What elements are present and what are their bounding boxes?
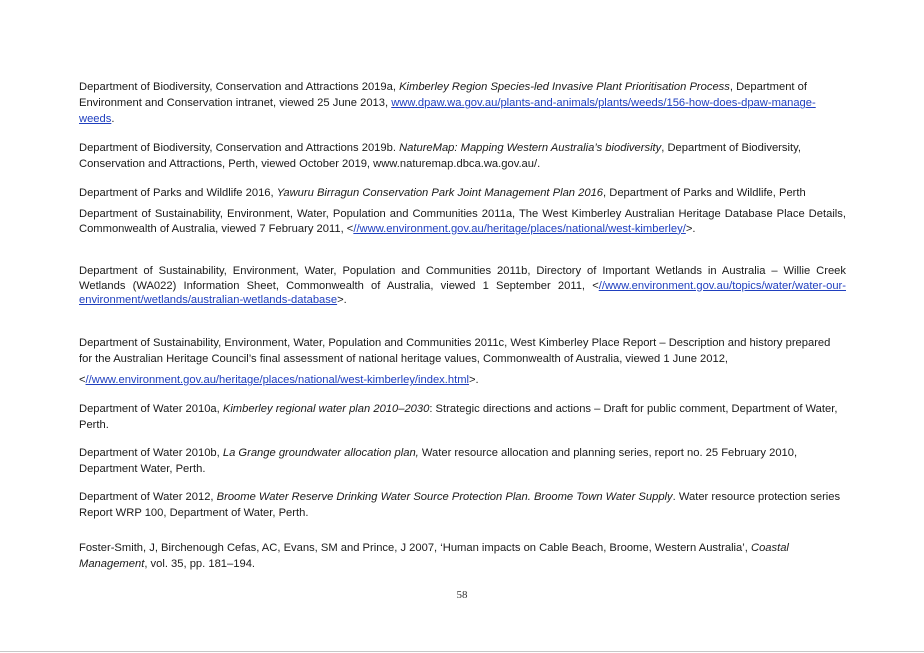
reference-dbca-2019b xyxy=(79,140,846,172)
reference-text: Foster-Smith, J, Birchenough Cefas, AC, Evans, SM and Prince, J 2007, ‘Human impacts on Cable Beach, Broome, Western Australia’, xyxy=(79,542,751,554)
reference-dsewpac-2011b xyxy=(79,264,846,308)
reference-text: < xyxy=(79,374,86,386)
reference-dow-2010a xyxy=(79,401,846,433)
reference-text: Department of Water 2012, xyxy=(79,491,217,503)
reference-foster-smith-2007 xyxy=(79,540,846,572)
reference-text: >. xyxy=(469,374,479,386)
reference-text: Water resource allocation and planning series, report no. 25 February 2010, Department Water, Perth. xyxy=(79,447,798,475)
reference-text: , Department of Parks and Wildlife, Perth xyxy=(603,187,806,199)
reference-title: La Grange groundwater allocation plan, xyxy=(222,447,419,459)
reference-text: Department of Biodiversity, Conservation and Attractions 2019b. xyxy=(79,142,400,154)
reference-text: . xyxy=(111,113,115,125)
reference-text: Department of Biodiversity, Conservation and Attractions 2019a, xyxy=(79,81,400,93)
reference-text: , Department of Biodiversity, Conservation and Attractions, Perth, viewed October 2019, www.naturemap.dbca.wa.gov.au/. xyxy=(79,142,801,170)
reference-dpaw-2016 xyxy=(79,185,846,201)
reference-link[interactable]: //www.environment.gov.au/topics/water/water-our-environment/wetlands/australian-wetlands-database xyxy=(79,279,846,306)
reference-text: Department of Sustainability, Environment, Water, Population and Communities 2011b, Directory of Important Wetlands in Australia – Willie Creek Wetlands (WA022) Information Sheet, Commonwealth of Australia, viewed 1 September 2011, < xyxy=(79,265,846,292)
reference-text: Department of Parks and Wildlife 2016, xyxy=(79,187,277,199)
reference-text: Department of Sustainability, Environment, Water, Population and Communities 2011a, The West Kimberley Australian Heritage Database Place Details, Commonwealth of Australia, viewed 7 February 2011, < xyxy=(79,208,846,235)
reference-text: >. xyxy=(685,222,696,235)
reference-text: . Water resource protection series Report WRP 100, Department of Water, Perth. xyxy=(79,491,841,519)
reference-dow-2012 xyxy=(79,489,846,521)
reference-text: : Strategic directions and actions – Draft for public comment, Department of Water, Perth. xyxy=(79,403,838,431)
page-edge-divider xyxy=(0,651,924,652)
reference-link[interactable]: www.dpaw.wa.gov.au/plants-and-animals/plants/weeds/156-how-does-dpaw-manage-weeds xyxy=(79,97,816,125)
reference-text: , Department of Environment and Conservation intranet, viewed 25 June 2013, xyxy=(79,81,807,109)
reference-title: Kimberley regional water plan 2010–2030 xyxy=(222,403,430,415)
reference-dsewpac-2011c xyxy=(79,335,846,367)
reference-text: Department of Water 2010b, xyxy=(79,447,223,459)
reference-dbca-2019a xyxy=(79,79,846,127)
reference-title: Kimberley Region Species-led Invasive Plant Prioritisation Process xyxy=(399,81,730,93)
reference-link[interactable]: //www.environment.gov.au/heritage/places/national/west-kimberley/ xyxy=(353,222,686,235)
reference-link[interactable]: //www.environment.gov.au/heritage/places/national/west-kimberley/index.html xyxy=(85,374,470,386)
reference-dow-2010b xyxy=(79,445,846,477)
reference-title: Coastal Management xyxy=(79,542,789,570)
reference-dsewpac-2011a xyxy=(79,207,846,236)
reference-dsewpac-2011c-url xyxy=(79,372,846,388)
reference-title: NatureMap: Mapping Western Australia’s biodiversity xyxy=(399,142,662,154)
reference-title: Broome Water Reserve Drinking Water Source Protection Plan. Broome Town Water Supply xyxy=(216,491,673,503)
reference-text: Department of Water 2010a, xyxy=(79,403,223,415)
reference-title: Yawuru Birragun Conservation Park Joint Management Plan 2016 xyxy=(276,187,604,199)
reference-text: >. xyxy=(337,294,347,306)
reference-text: , vol. 35, pp. 181–194. xyxy=(144,558,256,570)
reference-text: Department of Sustainability, Environment, Water, Population and Communities 2011c, West Kimberley Place Report – Description and history prepared for the Australian Heritage Council’s final assessment of national heritage values, Commonwealth of Australia, viewed 1 June 2012, xyxy=(79,337,831,365)
page-number: 58 xyxy=(456,589,468,601)
